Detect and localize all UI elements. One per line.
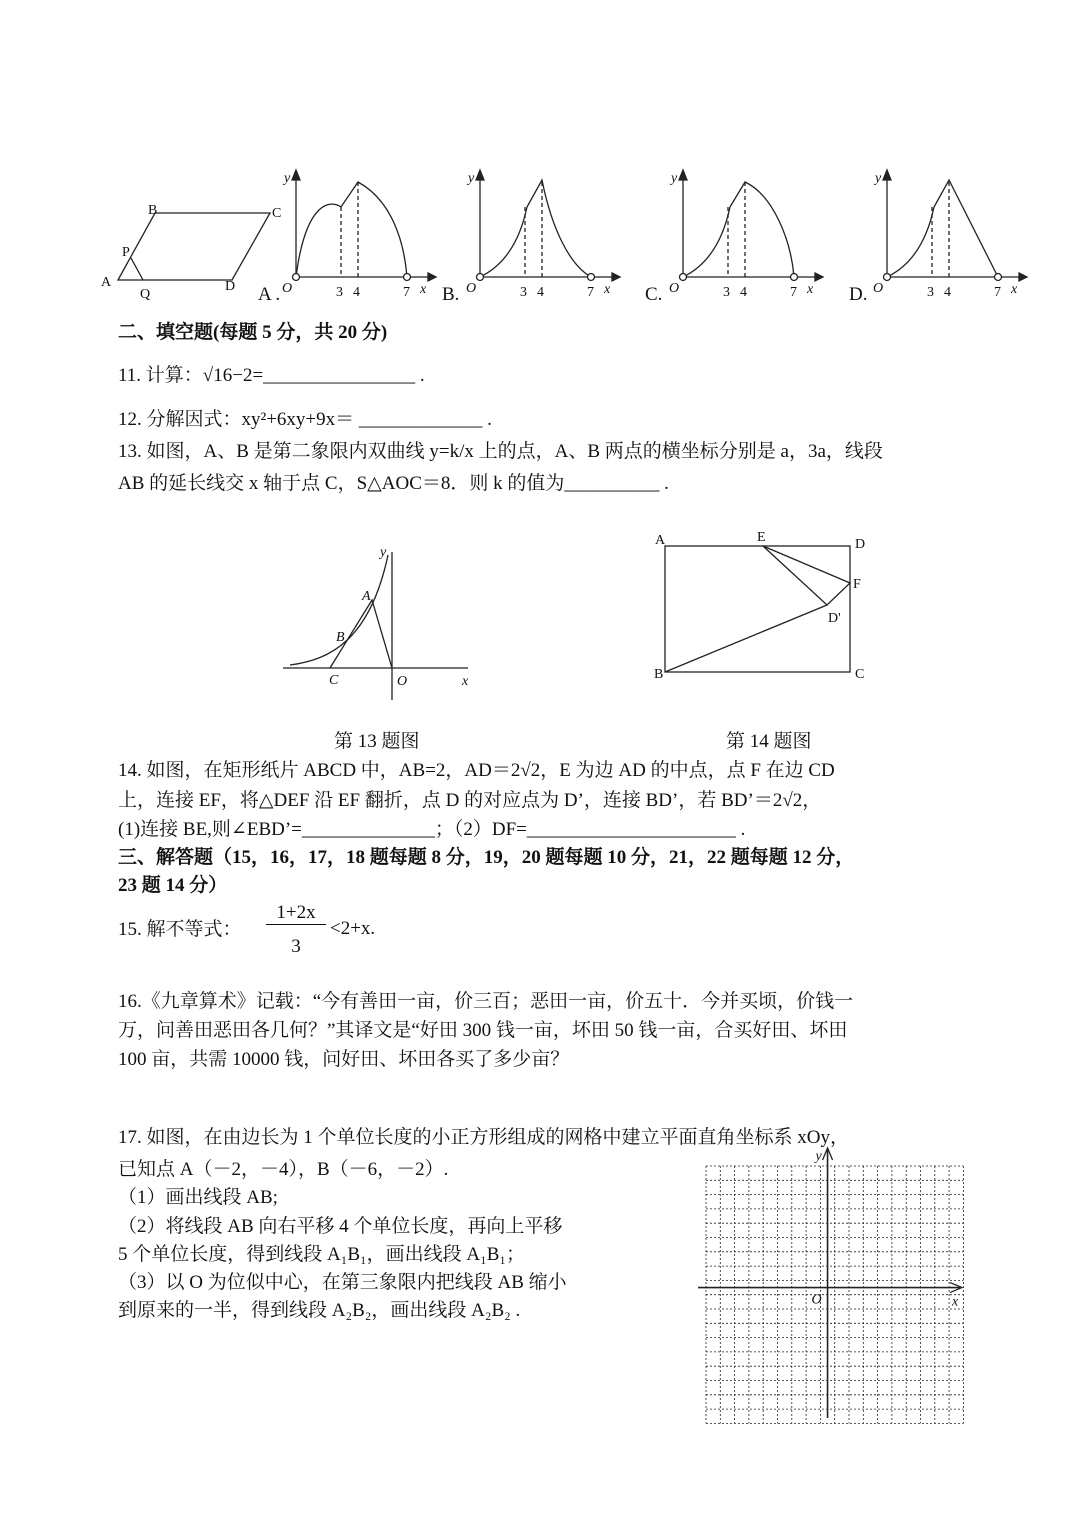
- label: O: [873, 281, 884, 296]
- label: 7: [790, 285, 797, 300]
- label: 3: [927, 285, 934, 300]
- coordinate-grid: [698, 1148, 963, 1423]
- option-graph-3: [849, 170, 1027, 305]
- label: 4: [944, 285, 951, 300]
- svg-text:B: B: [336, 630, 345, 645]
- open-point: [995, 274, 1002, 281]
- q15-rest: <2+x.: [330, 918, 376, 939]
- y-arrow: [679, 170, 687, 180]
- fig13-caption: 第 13 题图: [334, 731, 420, 752]
- q17-line3: （1）画出线段 AB;: [118, 1187, 278, 1208]
- label: y: [284, 171, 291, 186]
- q17-line1: 17. 如图，在由边长为 1 个单位长度的小正方形组成的网格中建立平面直角坐标系 xOy，: [118, 1127, 849, 1148]
- grid-origin-label: O: [811, 1292, 822, 1308]
- y-arrow: [883, 170, 891, 180]
- fig14: [654, 530, 865, 682]
- q13-line1: 13. 如图，A、B 是第二象限内双曲线 y=k/x 上的点，A、B 两点的横坐标分别是 a，3a，线段: [118, 441, 883, 462]
- q13-line2: AB 的延长线交 x 轴于点 C，S△AOC＝8．则 k 的值为__________ .: [118, 473, 669, 494]
- open-point: [680, 274, 687, 281]
- grid-y-label: y: [815, 1149, 822, 1164]
- option-graph-0: [258, 170, 436, 305]
- section3-heading-1: 三、解答题（15，16，17，18 题每题 8 分，19，20 题每题 10 分，21，22 题每题 12 分，: [118, 847, 855, 868]
- label: 3: [520, 285, 527, 300]
- option-graph-2: [645, 170, 823, 305]
- q16-line1: 16.《九章算术》记载：“今有善田一亩，价三百；恶田一亩，价五十．今并买顷，价钱一: [118, 991, 854, 1012]
- label-C: C: [272, 206, 282, 221]
- open-point: [477, 274, 484, 281]
- label-P: P: [122, 245, 130, 260]
- graph-curve: [480, 180, 591, 277]
- y-arrow: [476, 170, 484, 180]
- svg-text:E: E: [757, 530, 766, 545]
- svg-text:x: x: [462, 674, 469, 689]
- label: O: [669, 281, 680, 296]
- label: 7: [994, 285, 1001, 300]
- option-graph-1: [442, 170, 620, 305]
- q14-line2: 上，连接 EF，将△DEF 沿 EF 翻折，点 D 的对应点为 D’，连接 BD’，若 BD’＝2√2，: [118, 790, 822, 811]
- q14-line3: (1)连接 BE,则∠EBD’=______________；（2）DF=______________________ .: [118, 819, 746, 840]
- svg-text:A: A: [655, 533, 666, 548]
- q17-line2: 已知点 A（－2，－4），B（－6，－2）.: [118, 1159, 449, 1180]
- option-label: B.: [442, 284, 460, 305]
- svg-text:B: B: [654, 667, 664, 682]
- section2-heading: 二、填空题(每题 5 分，共 20 分): [118, 322, 388, 343]
- svg-text:y: y: [380, 545, 387, 560]
- x-arrow: [612, 273, 620, 281]
- option-label: A .: [258, 284, 281, 305]
- q14-line1: 14. 如图，在矩形纸片 ABCD 中，AB=2，AD＝2√2，E 为边 AD 的中点，点 F 在边 CD: [118, 760, 835, 781]
- open-point: [404, 274, 411, 281]
- svg-text:C: C: [329, 673, 339, 688]
- label: x: [807, 282, 814, 297]
- label: 7: [587, 285, 594, 300]
- label: y: [671, 171, 678, 186]
- svg-text:C: C: [855, 667, 865, 682]
- label: 7: [403, 285, 410, 300]
- q16-line3: 100 亩，共需 10000 钱，问好田、坏田各买了多少亩？: [118, 1049, 570, 1070]
- svg-text:A: A: [362, 589, 371, 604]
- label: x: [1011, 282, 1018, 297]
- q17-line4: （2）将线段 AB 向右平移 4 个单位长度，再向上平移: [118, 1216, 563, 1237]
- option-label: D.: [849, 284, 868, 305]
- graph-curve: [296, 182, 407, 277]
- q12: 12. 分解因式：xy²+6xy+9x＝ _____________ .: [118, 409, 492, 430]
- label: 3: [336, 285, 343, 300]
- grid-x-label: x: [952, 1294, 959, 1310]
- open-point: [884, 274, 891, 281]
- x-arrow: [428, 273, 436, 281]
- label: O: [466, 281, 477, 296]
- svg-text:D': D': [828, 611, 841, 626]
- open-point: [588, 274, 595, 281]
- svg-text:D: D: [855, 537, 866, 552]
- open-point: [293, 274, 300, 281]
- label: O: [282, 281, 293, 296]
- label: y: [468, 171, 475, 186]
- label: x: [420, 282, 427, 297]
- q15-label: 15. 解不等式：: [118, 919, 242, 940]
- label-B: B: [148, 203, 158, 218]
- option-label: C.: [645, 284, 663, 305]
- q17-line6: （3）以 O 为位似中心，在第三象限内把线段 AB 缩小: [118, 1272, 567, 1293]
- x-arrow: [1019, 273, 1027, 281]
- q17-line5: 5 个单位长度，得到线段 A₁B₁，画出线段 A₁B₁；: [118, 1244, 526, 1265]
- q15-denominator: 3: [291, 936, 301, 957]
- label-A: A: [101, 275, 112, 290]
- label: x: [604, 282, 611, 297]
- label-D: D: [225, 279, 236, 294]
- graph-curve: [683, 182, 794, 277]
- x-arrow: [815, 273, 823, 281]
- svg-text:F: F: [853, 577, 861, 592]
- open-point: [791, 274, 798, 281]
- label: y: [875, 171, 882, 186]
- parallelogram-figure: [101, 203, 281, 302]
- label: 4: [537, 285, 544, 300]
- q17-line7: 到原来的一半，得到线段 A₂B₂，画出线段 A₂B₂ .: [118, 1300, 521, 1321]
- q16-line2: 万，问善田恶田各几何？”其译文是“好田 300 钱一亩，坏田 50 钱一亩，合买好田、坏田: [118, 1020, 848, 1041]
- y-arrow: [292, 170, 300, 180]
- svg-text:O: O: [397, 674, 408, 689]
- q15-numerator: 1+2x: [266, 902, 326, 925]
- label: 4: [740, 285, 747, 300]
- graph-curve: [887, 180, 998, 277]
- fig13: [283, 545, 469, 700]
- q11: 11. 计算：√16−2=________________ .: [118, 365, 425, 386]
- label-Q: Q: [140, 287, 151, 302]
- label: 3: [723, 285, 730, 300]
- section3-heading-2: 23 题 14 分）: [118, 875, 228, 896]
- label: 4: [353, 285, 360, 300]
- fig14-caption: 第 14 题图: [726, 731, 812, 752]
